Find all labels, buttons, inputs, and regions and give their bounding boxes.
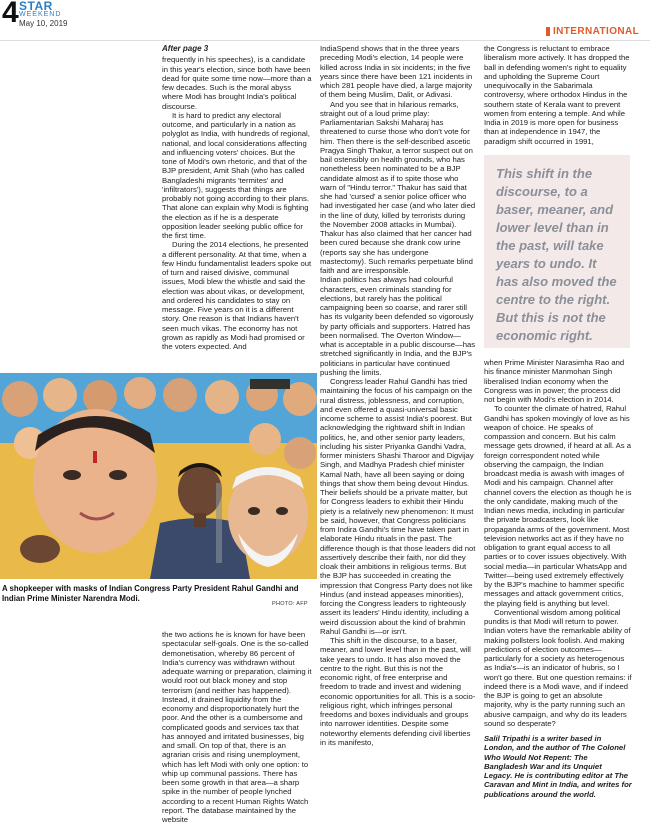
photo-caption: A shopkeeper with masks of Indian Congress Party President Rahul Gandhi and Indian Prime Minister Narendra Modi. bbox=[2, 584, 299, 603]
paragraph: During the 2014 elections, he presented a different personality. At that time, when a few Hindu fundamentalist leaders spoke out of turn and raised divisive, communal issues, Modi blew the whistle and said the election was about vikas, or development, and ordered his candidates to stay on message. Five years on it is a different story. One reason is that Indians haven't seen much vikas. The economy has not grown as rapidly as Modi had promised or the voters expected. And bbox=[162, 240, 312, 351]
issue-date: May 10, 2019 bbox=[19, 19, 68, 28]
paragraph: frequently in his speeches), is a candidate in this year's election, since both have been dead for quite some time now—more than a few decades. Such is the moral abyss where Modi has brought India's political discourse. bbox=[162, 55, 312, 111]
article-column-3 bbox=[484, 44, 632, 146]
paragraph: Indian politics has always had colourful characters, even criminals standing for elections, but rarely has the political campaigning been so coarse, and rarer still has its vulgarity been defended so vigorously by party officials and supporters. Hatred has been normalised. The Overton Window—what is acceptable in a public discourse—has stretched significantly in India, and the BJP's politicians in particular have continued pushing the limits. bbox=[320, 275, 476, 377]
header-divider bbox=[0, 40, 650, 41]
section-marker-icon bbox=[546, 27, 550, 36]
section-title: INTERNATIONAL bbox=[553, 26, 640, 37]
photo-credit: PHOTO: AFP bbox=[272, 601, 308, 607]
paragraph: IndiaSpend shows that in the three years preceding Modi's election, 14 people were killed across India in six incidents; in the five years since there have been 121 incidents in which 281 people have died, a large majority of them being Muslim, Dalit, or Adivasi. bbox=[320, 44, 473, 100]
article-column-3-continued bbox=[484, 358, 632, 799]
paragraph: when Prime Minister Narasimha Rao and his finance minister Manmohan Singh liberalised Indian economy when the Congress was in power; the process did not begin with Modi's election in 2014. bbox=[484, 358, 625, 404]
pull-quote: This shift in the discourse, to a baser, meaner, and lower level than in the past, will take years to undo. It has also moved the centre to the right. But this is not the economic right. bbox=[484, 155, 630, 348]
author-byline: Salil Tripathi is a writer based in London, and the author of The Colonel Who Would Not Repent: The Bangladesh War and its Unquiet Legacy. He is contributing editor at The Caravan and Mint in India, and writes for publications around the world. bbox=[484, 734, 632, 799]
page-number: 4 bbox=[2, 0, 19, 29]
masks-photo-image bbox=[0, 373, 317, 579]
paragraph: the two actions he is known for have been spectacular self-goals. One is the so-called demonetisation, whereby 86 percent of India's currency was withdrawn without adequate warning or preparation, claiming it would root out black money and stop terrorism (and neither has happened). Instead, it drained liquidity from the economy and disproportionately hurt the poor. And the other is a cumbersome and complicated goods and services tax that has annoyed and irritated businesses, big and small. On top of that, there is an agrarian crisis and rising unemployment, which has left Modi with only one option: to whip up communal passions. There has been some growth in that area—a sharp spike in the number of people lynched according to a recent Human Rights Watch report. The database maintained by the website bbox=[162, 630, 312, 824]
paragraph: the Congress is reluctant to embrace liberalism more actively. It has dropped the ball in defending women's right to equality and upholding the Supreme Court unequivocally in the Sabarimala controversy, where orthodox Hindus in the southern state of Kerala want to prevent women from entering a temple. And while India in 2019 is more open for business than at independence in 1947, the paradigm shift occurred in 1991, bbox=[484, 44, 630, 146]
paragraph: It is hard to predict any electoral outcome, and particularly in a nation as polyglot as India, with hundreds of regional, national, and local considerations affecting and influencing voters' choices. But the tone of Modi's own rhetoric, and that of the BJP president, Amit Shah (who has called Bangladeshi migrants 'termites' and 'infiltrators'), suggests that things are probably not going according to their plans. That alone can explain why Modi is fighting the election as if he is a desperate opposition leader seeking public office for the first time. bbox=[162, 110, 310, 240]
publication-logo: STAR bbox=[19, 0, 53, 13]
article-column-2 bbox=[320, 44, 476, 747]
paragraph: Conventional wisdom among political pundits is that Modi will return to power. Indian voters have the remarkable ability of making pollsters look foolish. And making predictions of election outcomes—particularly for a society as heterogenous as India's—is an indicator of hubris, so I won't go there. But one question remains: if indeed there is a Modi wave, and if indeed the BJP is going to get an absolute majority, why is the party running such an abusive campaign, and why do its leaders sound so desperate? bbox=[484, 607, 632, 728]
article-column-1-continued bbox=[162, 630, 312, 824]
publication-sub: WEEKEND bbox=[19, 11, 62, 18]
paragraph: And you see that in hilarious remarks, straight out of a loud prime play: Parliamentarian Sakshi Maharaj has threatened to curse those who don't vote for him. Then there is the self-described ascetic Pragya Singh Thakur, a terror suspect out on bail ostensibly on health grounds, who has nonetheless been nominated to be a BJP candidate almost as if to spite those who warn of "Hindu terror." Thakur has said that she had 'cursed' a senior police officer who had investigated her case (and who later died in the line of duty, killed by terrorists during the November 2008 attacks in Mumbai). Thakur has also claimed that her cancer had been cured because she drank cow urine (reports say she has undergone mastectomy). Such remarks perpetuate blind faith and are irresponsible. bbox=[320, 99, 476, 275]
paragraph: To counter the climate of hatred, Rahul Gandhi has spoken movingly of love as his weapon of choice. He speaks of compassion and concern. But his calm message gets drowned, if heard at all. As a foreign correspondent noted while observing the campaign, the Indian broadcast media is awash with images of Modi and his campaign. Channel after channel covers the election as though he is the only candidate, making much of the Indian news media, including in particular the private broadcasters, look like propaganda arms of the government. Most television networks act as if they have no obligation to grant equal access to all parties or to cover issues objectively. With social media—in particular WhatsApp and Twitter—being used extremely effectively by the BJP's machine to hammer specific messages and attack government critics, the playing field is anything but level. bbox=[484, 404, 632, 608]
paragraph: Congress leader Rahul Gandhi has tried maintaining the focus of his campaign on the rural distress, joblessness, and corruption, and even offered a quasi-universal basic income scheme to assist India's poorest. But acknowledging the rightward shift in Indian politics, he, and other senior party leaders, including his sister Priyanka Gandhi Vadra, former ministers Shashi Tharoor and Digvijay Singh, and Madhya Pradesh chief minister Kamal Nath, have all been saying or doing things that show them being devout Hindus. Their beliefs should be a private matter, but for Congress leaders to exhibit their Hindu piety is a relatively new phenomenon: It must be said, however, that Congress politicians from Indira Gandhi's time have taken part in elaborate Hindu rituals in the past. The difference though is that those leaders did not assertively describe their faith, nor did they cloak their ambitions in religious terms. But the BJP has succeeded in creating the impression that Congress Party does not like Hindus (and instead appeases minorities), forcing the Congress leaders to righteously assert its leaders' Hindu identity, including a weird discussion about the kind of brahmin Rahul Gandhi is—or isn't. bbox=[320, 377, 476, 636]
left-mask bbox=[33, 409, 157, 553]
continuation-kicker: After page 3 bbox=[162, 44, 209, 53]
article-column-1 bbox=[162, 44, 312, 351]
article-photo bbox=[0, 373, 317, 579]
paragraph: This shift in the discourse, to a baser, meaner, and lower level than in the past, will take years to undo. It has also moved the centre to the right. But this is not the economic right, of free enterprise and freedom to trade and invest and widening economic opportunities for all. This is a socio-religious right, which infringes personal freedoms and boxes individuals and groups into narrower identities. Despite some noteworthy elements defending civil liberties in its manifesto, bbox=[320, 636, 476, 747]
